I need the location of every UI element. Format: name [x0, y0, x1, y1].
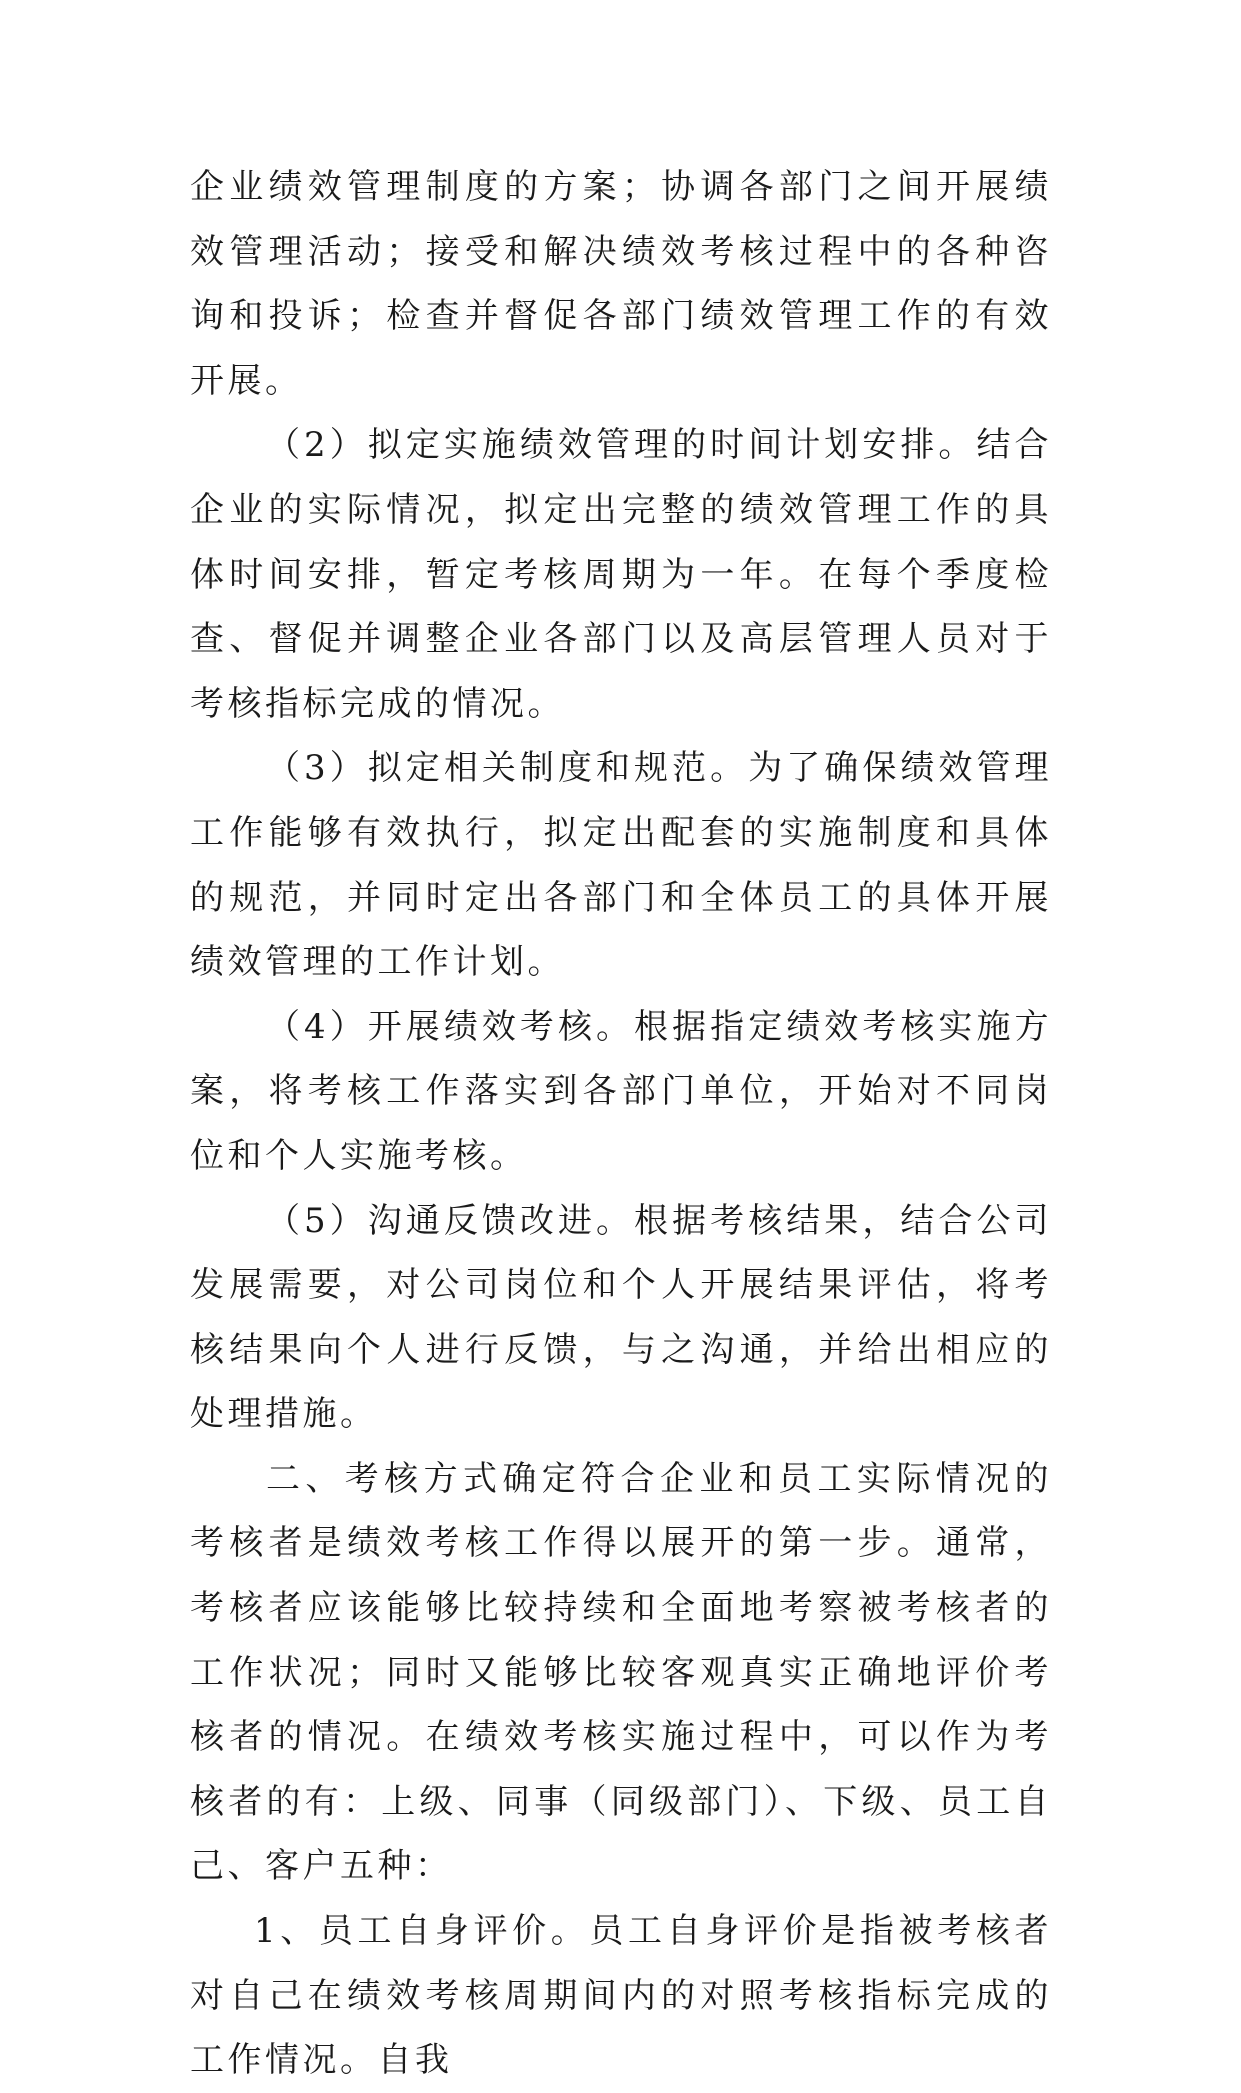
paragraph-section-2: 二、考核方式确定符合企业和员工实际情况的考核者是绩效考核工作得以展开的第一步。通常，考核者应该能够比较持续和全面地考察被考核者的工作状况；同时又能够比较客观真实正确地评价考核者的情况。在绩效考核实施过程中，可以作为考核者的有：上级、同事（同级部门）、下级、员工自己、客户五种： [190, 1458, 1052, 1887]
paragraph-self-evaluation: 1、员工自身评价。员工自身评价是指被考核者对自己在绩效考核周期间内的对照考核指标完成的工作情况。自我 [190, 1911, 1052, 2081]
paragraph-item-5: （5）沟通反馈改进。根据考核结果，结合公司发展需要，对公司岗位和个人开展结果评估，将考核结果向个人进行反馈，与之沟通，并给出相应的处理措施。 [190, 1200, 1052, 1435]
paragraph-item-3: （3）拟定相关制度和规范。为了确保绩效管理工作能够有效执行，拟定出配套的实施制度和具体的规范，并同时定出各部门和全体员工的具体开展绩效管理的工作计划。 [190, 748, 1052, 983]
document-body [190, 155, 1052, 2093]
paragraph-item-4: （4）开展绩效考核。根据指定绩效考核实施方案，将考核工作落实到各部门单位，开始对不同岗位和个人实施考核。 [190, 1006, 1052, 1176]
paragraph-continuation: 企业绩效管理制度的方案；协调各部门之间开展绩效管理活动；接受和解决绩效考核过程中的各种咨询和投诉；检查并督促各部门绩效管理工作的有效开展。 [190, 167, 1052, 401]
paragraph-item-2: （2）拟定实施绩效管理的时间计划安排。结合企业的实际情况，拟定出完整的绩效管理工作的具体时间安排，暂定考核周期为一年。在每个季度检查、督促并调整企业各部门以及高层管理人员对于考核指标完成的情况。 [190, 425, 1052, 724]
